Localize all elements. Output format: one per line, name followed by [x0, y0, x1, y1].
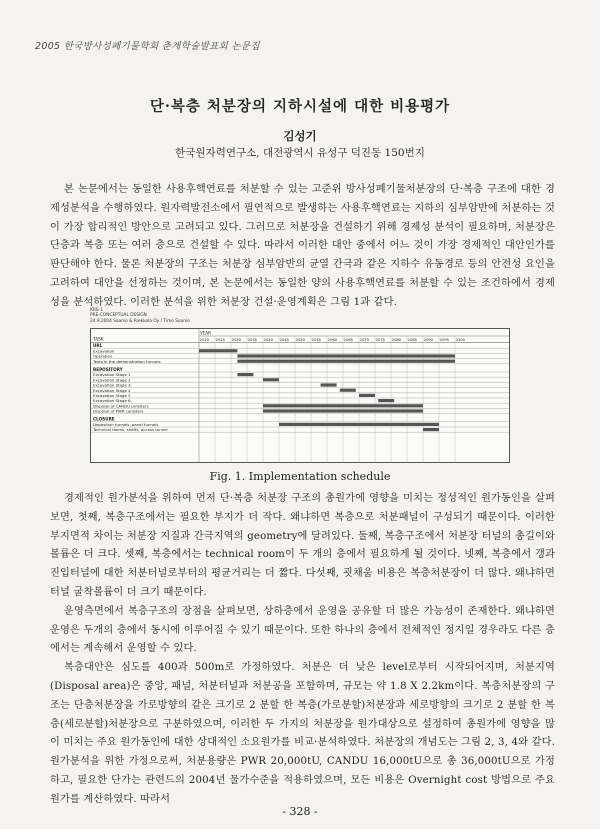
year-tick-label: 2050: [295, 338, 305, 342]
task-label: Excavation Stage 1: [93, 372, 131, 378]
task-bar: [263, 409, 423, 412]
author-name: 김성기: [283, 129, 317, 143]
task-label: Disposal of CANDU canisters: [93, 403, 149, 409]
task-label: Excavation Stage 5: [93, 393, 131, 398]
gantt-svg: [91, 329, 509, 462]
task-label: Excavation: [93, 348, 115, 354]
year-tick-label: 2075: [375, 338, 385, 342]
year-tick-label: 2065: [343, 338, 353, 342]
year-tick-label: 2060: [327, 338, 337, 342]
task-column-label: TASK: [93, 336, 104, 342]
paragraph: 본 논문에서는 동일한 사용후핵연료를 처분할 수 있는 고준위 방사성폐기물처분장의 단·복층 구조에 대한 경제성분석을 수행하였다. 원자력발전소에서 필연적으로 발생하는 사용후핵연료는 지하의 심부암반에 처분하는 것이 가장 합리적인 방안으로 고려되고 있다. 그러므로 처분장을 건설하기 위해 경제성 분석이 필요하며, 처분장은 단층과 복층 또는 여러 층으로 건설할 수 있다. 따라서 이러한 대안 중에서 어느 것이 가장 경제적인 대안인가를 판단해야 한다. 물론 처분장의 구조는 처분장 심부암반의 균열 간극과 같은 지하수 유동경로 등의 안전성 요인을 고려하여 대안을 선정하는 것이며, 본 논문에서는 동일한 양의 사용후핵연료를 처분할 수 있는 조건하에서 경제성을 분석하였다. 이러한 분석을 위한 처분장 건설·운영계획은 그림 1과 같다.: [50, 184, 555, 308]
task-label: Disposal of PWR canisters: [93, 408, 144, 414]
task-bar: [279, 423, 439, 426]
task-bar: [378, 399, 394, 402]
figure-header-line: 24.9.2004 Saanio & Riekkola Oy / Timo Saanio: [90, 318, 190, 324]
section-label: REPOSITORY: [93, 366, 123, 372]
year-tick-label: 2035: [247, 338, 257, 342]
task-bar: [340, 389, 356, 392]
year-header-label: YEAR: [200, 330, 211, 336]
page-number: - 328 -: [282, 805, 318, 818]
author-affiliation: 한국원자력연구소, 대전광역시 유성구 덕진동 150번지: [175, 147, 425, 159]
paragraph: 운영측면에서 복층구조의 장점을 살펴보면, 상하층에서 운영을 공유할 더 많은 가능성이 존재한다. 왜냐하면 운영은 두개의 층에서 동시에 이루어질 수 있기 때문이다. 또한 하나의 층에서 전체적인 정지일 경우라도 다른 층에서는 계속해서 운영할 수 있다.: [50, 605, 555, 655]
task-bar: [237, 360, 455, 363]
paper-title: 단·복층 처분장의 지하시설에 대한 비용평가: [149, 98, 451, 115]
figure-header: [90, 308, 190, 324]
task-bar: [199, 349, 237, 352]
year-tick-label: 2040: [263, 338, 273, 342]
gantt-chart: [90, 328, 510, 463]
figure-header-line: KRS-1: [90, 308, 103, 313]
task-bar: [237, 373, 253, 376]
task-bar: [263, 404, 423, 407]
year-tick-label: 2055: [311, 338, 321, 342]
year-tick-label: 2100: [455, 338, 465, 342]
year-tick-label: 2070: [359, 338, 369, 342]
paragraph: 복층대안은 심도를 400과 500m로 가정하였다. 처분은 더 낮은 level로부터 시작되어지며, 처분지역(Disposal area)은 중앙, 패널, 처분터널과 처분공을 포함하며, 규모는 약 1.8 X 2.2km이다. 복층처분장의 구조는 단층처분장을 가로방향의 같은 크기로 2 분할 한 복층(가로분할)처분장과 세로방향의 크기로 2 분할 한 복층(세로분할)처분장으로 구분하였으며, 이러한 두 가지의 처분장을 원가대상으로 설정하여 총원가에 영향을 많이 미치는 주요 원가동인에 대한 상대적인 소요원가를 비교·분석하였다. 처분장의 개념도는 그림 2, 3, 4와 같다. 원가분석을 위한 가정으로써, 처분용량은 PWR 20,000tU, CANDU 16,000tU으로 총 36,000tU으로 가정하고, 필요한 단가는 관련드의 2004년 물가수준을 적용하였으며, 모든 비용은 Overnight cost 방법으로 주요원가를 계산하였다. 따라서: [50, 662, 555, 805]
intro-text: [50, 181, 555, 313]
task-label: Excavation Stage 3: [93, 382, 131, 388]
task-bar: [359, 394, 375, 397]
task-label: Excavation Stage 2: [93, 377, 131, 383]
task-label: Deposition tunnels, panel tunnels: [93, 422, 159, 427]
year-tick-label: 2090: [423, 338, 433, 342]
section-label: URL: [93, 343, 103, 348]
year-tick-label: 2045: [279, 338, 289, 342]
implementation-schedule-figure: [90, 308, 510, 464]
figure-header-line: PRE-CONCEPTUAL DESIGN: [90, 313, 147, 319]
year-tick-label: 2085: [407, 338, 417, 342]
task-label: Excavation Stage 6: [93, 398, 131, 404]
year-tick-label: 2020: [199, 338, 209, 342]
paragraph: 경제적인 원가분석을 위하여 먼저 단·복층 처분장 구조의 총원가에 영향을 미치는 정성적인 원가동인을 살펴보면, 첫째, 복층구조에서는 필요한 부지가 더 작다. 왜냐하면 복층으로 처분패널이 구성되기 때문이다. 이러한 부지면적 차이는 처분장 지질과 간극지역의 geometry에 달려있다. 둘째, 복층구조에서 처분장 터널의 총길이와 볼륨은 더 크다. 셋째, 복층에서는 technical room이 두 개의 층에서 필요하게 될 것이다. 넷째, 복층에서 갱과 진입터널에 대한 처분터널로부터의 평균거리는 더 짧다. 다섯째, 굇채움 비용은 복층처분장이 더 많다. 왜냐하면 터널 굴착볼륨이 더 크기 때문이다.: [50, 493, 555, 598]
task-bar: [263, 378, 279, 381]
year-tick-label: 2095: [439, 338, 449, 342]
task-label: Operation: [93, 353, 113, 359]
task-bar: [237, 354, 455, 357]
running-head: 2005 한국방사성폐기물학회 춘계학술발표회 논문집: [35, 41, 260, 52]
task-label: Technical rooms, shafts, access tunnel: [93, 427, 168, 433]
year-tick-label: 2025: [215, 338, 225, 342]
task-bar: [321, 383, 337, 386]
task-bar: [423, 428, 439, 431]
task-label: Tests in the demonstration tunnels: [93, 358, 161, 364]
body-text: [50, 490, 555, 810]
task-label: Excavation Stage 4: [93, 387, 131, 393]
section-label: CLOSURE: [93, 416, 115, 422]
figure-caption: Fig. 1. Implementation schedule: [209, 470, 391, 483]
year-tick-label: 2080: [391, 338, 401, 342]
year-tick-label: 2030: [231, 338, 241, 342]
